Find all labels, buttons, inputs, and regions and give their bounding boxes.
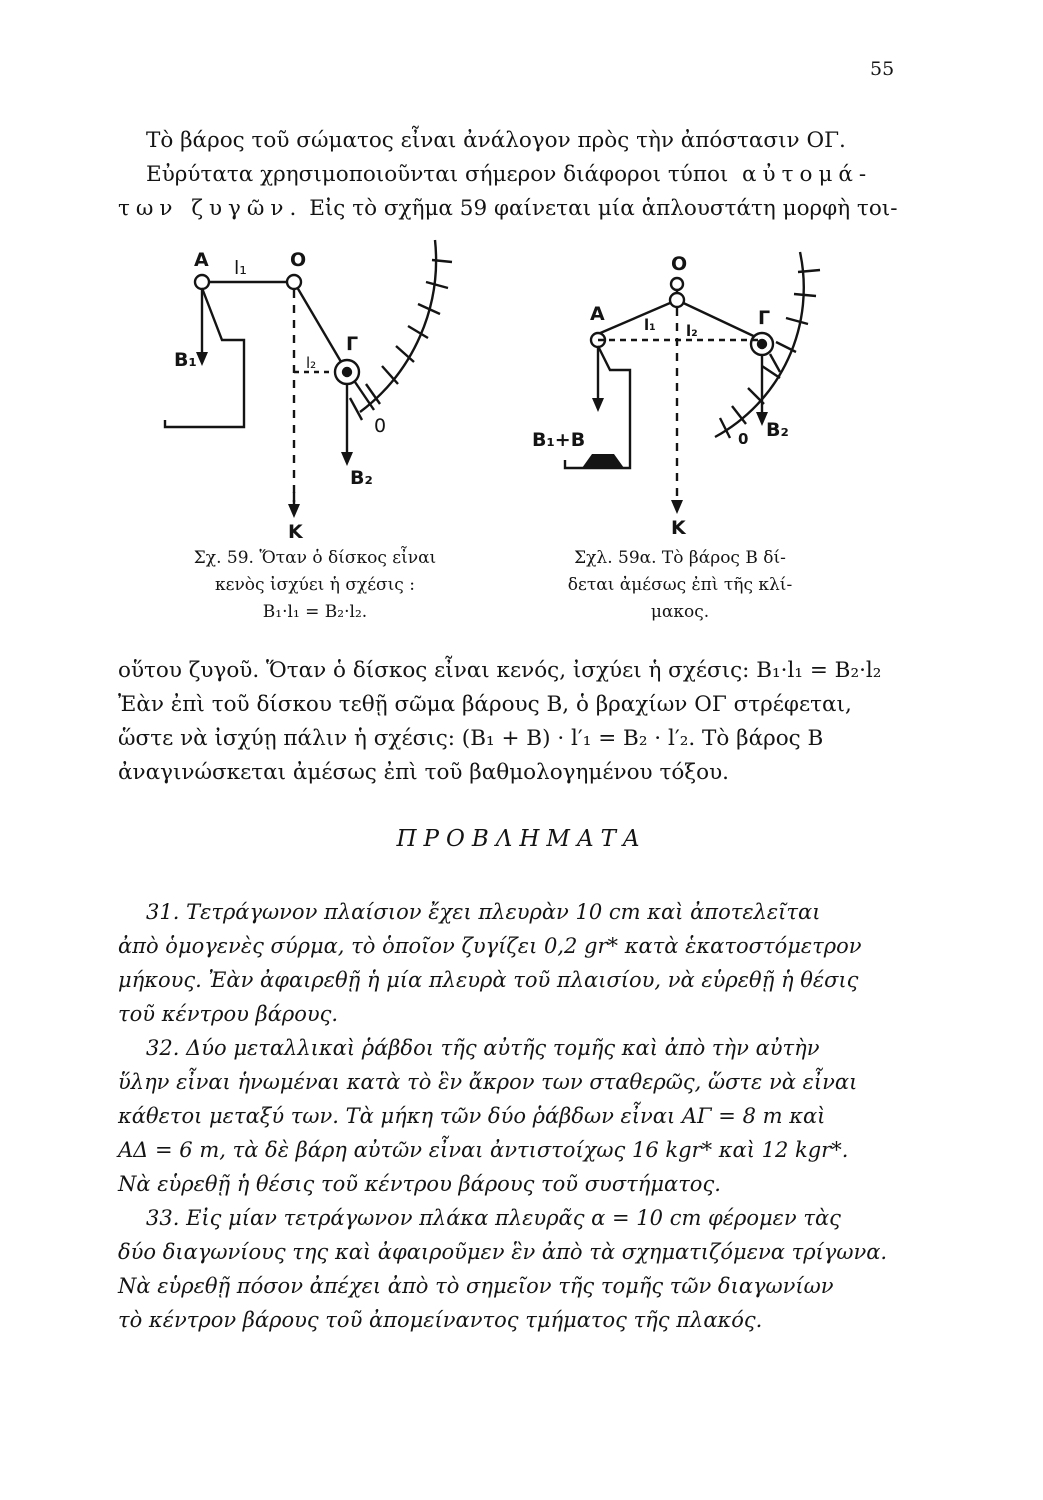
arm-og bbox=[294, 282, 347, 372]
problem-line: κάθετοι μεταξύ των. Τὰ μήκη τῶν δύο ῥάβδων εἶναι ΑΓ = 8 m καὶ bbox=[118, 1104, 826, 1128]
text-line bbox=[118, 158, 903, 192]
label-k: K bbox=[671, 517, 686, 539]
caption-line: μακος. bbox=[650, 602, 710, 622]
label-b2: B₂ bbox=[350, 467, 373, 489]
emphasized-term: αὐτομά- bbox=[742, 162, 873, 187]
arrowhead-k bbox=[288, 504, 300, 518]
pivot-a bbox=[195, 275, 209, 289]
problem-line: Νὰ εὑρεθῇ ἡ θέσις τοῦ κέντρου βάρους τοῦ συστήματος. bbox=[118, 1172, 721, 1196]
intro-paragraph bbox=[118, 124, 903, 226]
pivot-o bbox=[287, 275, 301, 289]
caption-line: Σχ. 59. Ὅταν ὁ δίσκος εἶναι bbox=[193, 548, 437, 568]
problem-line: ἀπὸ ὁμογενὲς σύρμα, τὸ ὁποῖον ζυγίζει 0,2 gr* κατὰ ἑκατοστόμετρον bbox=[118, 934, 862, 958]
figure-59-drawing bbox=[160, 232, 490, 542]
problem-line: δύο διαγωνίους της καὶ ἀφαιροῦμεν ἓν ἀπὸ τὰ σχηματιζόμενα τρίγωνα. bbox=[118, 1240, 888, 1264]
figure-59a-caption bbox=[520, 545, 840, 626]
pulley-g-inner bbox=[758, 340, 766, 348]
problem-line: τοῦ κέντρου βάρους. bbox=[118, 1002, 339, 1026]
label-l2: l₂ bbox=[686, 322, 698, 340]
label-o: O bbox=[290, 249, 307, 271]
text-line: οὕτου ζυγοῦ. Ὅταν ὁ δίσκος εἶναι κενός, ἰσχύει ἡ σχέσις: B₁·l₁ = B₂·l₂ bbox=[118, 658, 882, 683]
arrowhead-b2 bbox=[341, 452, 353, 466]
scale-tick bbox=[794, 294, 816, 296]
caption-line: κενὸς ἰσχύει ἡ σχέσις : bbox=[215, 575, 415, 595]
label-k: K bbox=[288, 521, 303, 542]
problems-list bbox=[118, 895, 908, 1337]
problem-line: Νὰ εὑρεθῇ πόσον ἀπέχει ἀπὸ τὸ σημεῖον τῆς τομῆς τῶν διαγωνίων bbox=[118, 1274, 834, 1298]
text-line: ἀναγινώσκεται ἀμέσως ἐπὶ τοῦ βαθμολογημένου τόξου. bbox=[118, 760, 729, 785]
pointer bbox=[355, 382, 374, 410]
figure-59a-drawing bbox=[530, 232, 860, 542]
label-l2: l₂ bbox=[306, 354, 317, 372]
text-segment: Εὐρύτατα χρησιμοποιοῦνται σήμερον διάφοροι τύποι bbox=[146, 162, 729, 187]
label-b1-plus-b: B₁+B bbox=[532, 429, 586, 451]
scale-tick bbox=[408, 326, 428, 338]
problem-line: 32. Δύο μεταλλικαὶ ῥάβδοι τῆς αὐτῆς τομῆς καὶ ἀπὸ τὴν αὐτὴν bbox=[146, 1036, 820, 1060]
pan-weight bbox=[582, 454, 624, 468]
scale-tick bbox=[798, 270, 820, 272]
problem-line: μήκους. Ἐὰν ἀφαιρεθῇ ἡ μία πλευρὰ τοῦ πλαισίου, νὰ εὑρεθῇ ἡ θέσις bbox=[118, 968, 859, 992]
label-o: O bbox=[671, 253, 688, 275]
label-l1: l₁ bbox=[644, 316, 656, 334]
figure-59a bbox=[530, 232, 860, 542]
scale-arc bbox=[360, 240, 436, 412]
label-a: A bbox=[194, 249, 209, 271]
pointer bbox=[770, 354, 780, 372]
section-heading: ΠΡΟΒΛΗΜΑΤΑ bbox=[396, 826, 647, 852]
text-line: ὥστε νὰ ἰσχύῃ πάλιν ἡ σχέσις: (B₁ + B) · l′₁ = B₂ · l′₂. Τὸ βάρος Β bbox=[118, 726, 824, 751]
emphasized-term: των ζυγῶν. bbox=[118, 196, 303, 221]
label-zero: 0 bbox=[738, 430, 749, 448]
text-line: Τὸ βάρος τοῦ σώματος εἶναι ἀνάλογον πρὸς τὴν ἀπόστασιν ΟΓ. bbox=[146, 128, 846, 153]
label-a: A bbox=[590, 303, 605, 325]
body-paragraph bbox=[118, 654, 903, 790]
arm-oa bbox=[598, 300, 677, 334]
text-segment: Εἰς τὸ σχῆμα 59 φαίνεται μία ἁπλουστάτη μορφὴ τοι- bbox=[309, 196, 898, 221]
pivot-o-top bbox=[671, 278, 683, 290]
figure-stroke bbox=[196, 352, 353, 518]
label-b2: B₂ bbox=[766, 419, 789, 441]
label-l1: l₁ bbox=[234, 257, 247, 279]
label-gamma: Γ bbox=[346, 333, 359, 355]
text-line bbox=[118, 192, 903, 226]
label-zero: 0 bbox=[374, 415, 387, 437]
problem-line: τὸ κέντρον βάρους τοῦ ἀπομείναντος τμήματος τῆς πλακός. bbox=[118, 1308, 763, 1332]
problem-line: ΑΔ = 6 m, τὰ δὲ βάρη αὐτῶν εἶναι ἀντιστοίχως 16 kgr* καὶ 12 kgr*. bbox=[118, 1138, 849, 1162]
scale-tick bbox=[786, 318, 808, 324]
figure-stroke bbox=[165, 240, 452, 508]
page-number: 55 bbox=[870, 58, 895, 80]
arrowhead-b1 bbox=[196, 352, 208, 366]
pivot-o bbox=[670, 293, 684, 307]
figure-59-caption bbox=[140, 545, 490, 626]
problem-line: ὕλην εἶναι ἡνωμέναι κατὰ τὸ ἓν ἄκρον των σταθερῶς, ὥστε νὰ εἶναι bbox=[118, 1070, 858, 1094]
label-b1: B₁ bbox=[174, 349, 197, 371]
label-gamma: Γ bbox=[758, 307, 771, 329]
caption-line: δεται ἀμέσως ἐπὶ τῆς κλί- bbox=[567, 575, 793, 595]
arrowhead-k bbox=[671, 500, 683, 514]
caption-line: B₁·l₁ = B₂·l₂. bbox=[262, 602, 368, 622]
problem-line: 31. Τετράγωνον πλαίσιον ἔχει πλευρὰν 10 cm καὶ ἀποτελεῖται bbox=[146, 900, 821, 924]
pulley-g-inner bbox=[343, 368, 351, 376]
caption-line: Σχλ. 59α. Τὸ βάρος Β δί- bbox=[574, 548, 786, 568]
scale-tick bbox=[426, 282, 448, 288]
arrowhead-b1b bbox=[592, 398, 604, 412]
figure-59 bbox=[160, 232, 490, 542]
problem-line: 33. Εἰς μίαν τετράγωνον πλάκα πλευρᾶς α = 10 cm φέρομεν τὰς bbox=[146, 1206, 841, 1230]
scale-tick bbox=[382, 366, 398, 384]
text-line: Ἐὰν ἐπὶ τοῦ δίσκου τεθῇ σῶμα βάρους Β, ὁ βραχίων ΟΓ στρέφεται, bbox=[118, 692, 852, 717]
scale-tick bbox=[350, 398, 362, 420]
